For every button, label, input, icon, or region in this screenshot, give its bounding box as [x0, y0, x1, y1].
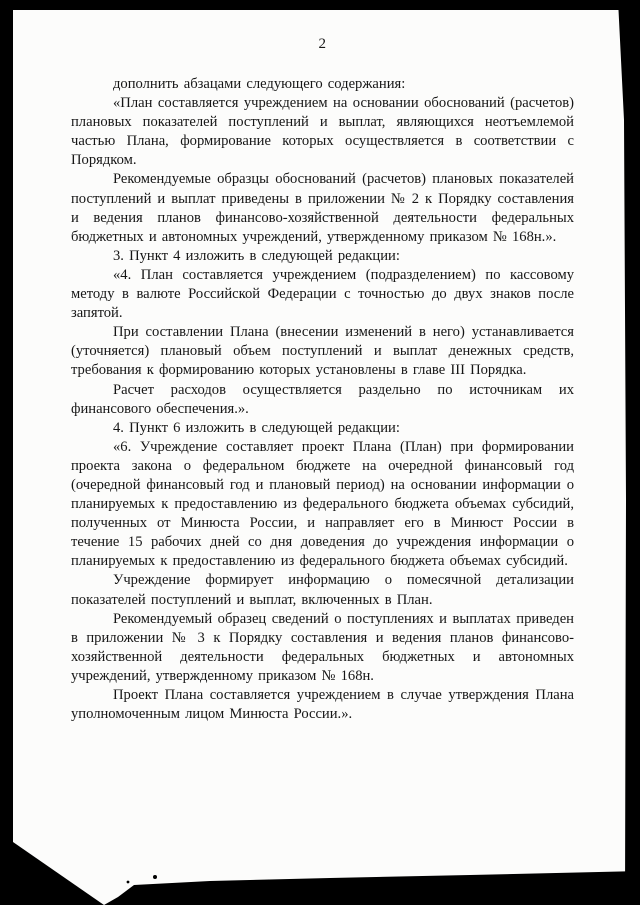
- paragraph: 3. Пункт 4 изложить в следующей редакции:: [113, 247, 400, 264]
- paragraph: Рекомендуемые образцы обоснований (расчетов) плановых показателей поступлений и выплат приведены в приложении № 2 к Порядку составления и ведения планов финансово-хозяйственной деятельности федеральных бюджетных и автономных учреждений, утвержденному приказом № 168н.».: [71, 171, 574, 245]
- paragraph: Учреждение формирует информацию о помесячной детализации показателей поступлений и выплат, включенных в План.: [71, 572, 574, 608]
- scan-edge-bottom: [0, 825, 640, 905]
- paragraph: дополнить абзацами следующего содержания:: [113, 76, 406, 92]
- paragraph: «6. Учреждение составляет проект Плана (План) при формировании проекта закона о федеральном бюджете на очередной финансовый год (очередной финансовый год и плановый период) на основании информации о планируемых к предоставлению из федерального бюджета объемах субсидий, полученных от Минюста России, и направляет его в Минюст России в течение 15 рабочих дней со дня доведения до учреждения информации о планируемых к предоставлению из федерального бюджета объемах субсидий.: [71, 438, 574, 570]
- scan-edge-right: [610, 0, 640, 905]
- paragraph: «План составляется учреждением на основании обоснований (расчетов) плановых показателей поступлений и выплат, являющихся неотъемлемой частью Плана, формирование которых осуществляется в соответствии с Порядком.: [71, 95, 574, 169]
- paragraph: Расчет расходов осуществляется раздельно по источникам их финансового обеспечения.».: [71, 381, 574, 417]
- document-body: [71, 75, 574, 724]
- scan-edge-left: [0, 0, 13, 905]
- paragraph: Рекомендуемый образец сведений о поступлениях и выплатах приведен в приложении № 3 к Порядку составления и ведения планов финансово-хозяйственной деятельности федеральных бюджетных и автономных учреждений, утвержденному приказом № 168н.: [71, 610, 574, 684]
- paragraph: При составлении Плана (внесении изменений в него) устанавливается (уточняется) плановый объем поступлений и выплат денежных средств, требования к формированию которых установлены в главе III Порядка.: [71, 324, 574, 379]
- page-content: [71, 36, 574, 724]
- scan-edge-top: [0, 0, 640, 10]
- paragraph: Проект Плана составляется учреждением в случае утверждения Плана уполномоченным лицом Минюста России.».: [71, 687, 574, 723]
- paragraph: «4. План составляется учреждением (подразделением) по кассовому методу в валюте Российской Федерации с точностью до двух знаков после запятой.: [71, 266, 574, 322]
- page-number: 2: [318, 36, 327, 52]
- paragraph: 4. Пункт 6 изложить в следующей редакции:: [113, 419, 400, 436]
